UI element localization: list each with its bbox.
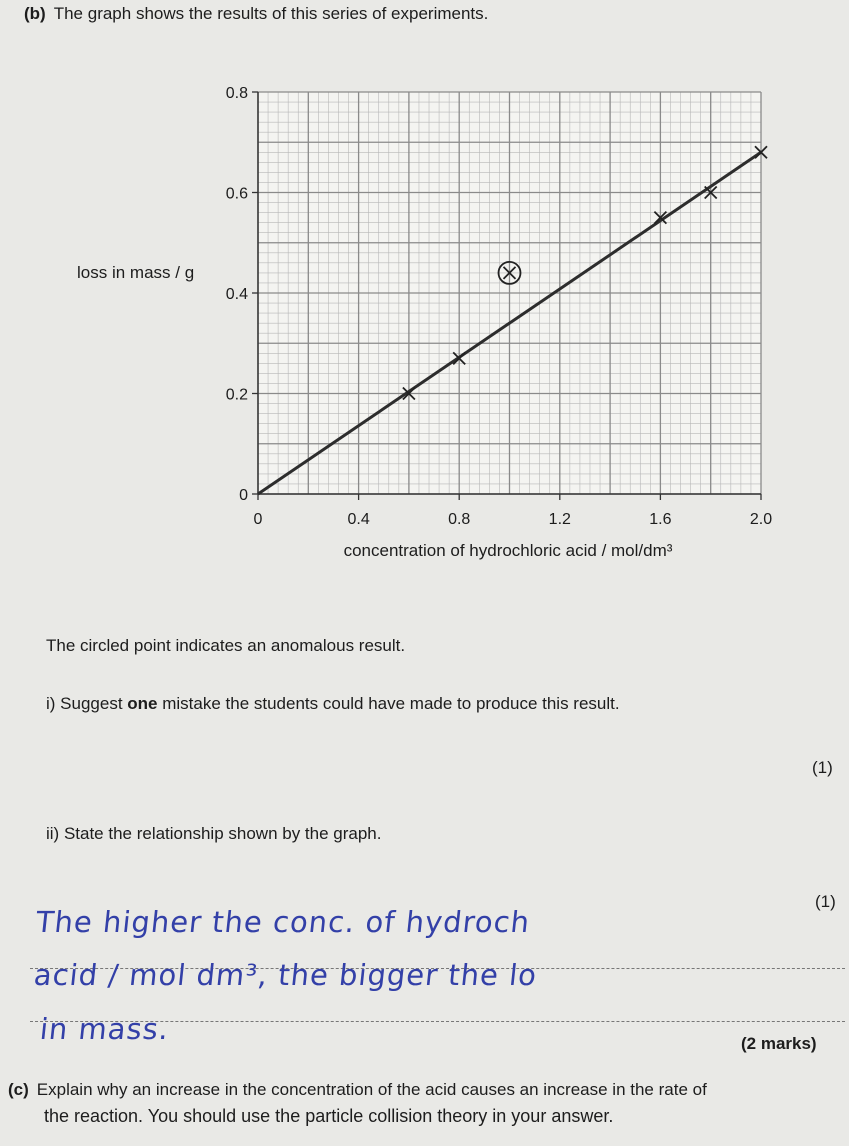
question-i-suffix: mistake the students could have made to produce this result.: [157, 694, 620, 713]
question-i-prefix: i) Suggest: [46, 694, 128, 713]
part-c-label: (c): [8, 1080, 29, 1099]
question-ii-marks: (1): [815, 892, 836, 911]
y-tick-label: 0.8: [225, 85, 248, 102]
x-tick-label: 1.2: [548, 511, 571, 528]
question-i-emphasis: one: [127, 694, 158, 713]
x-tick-label: 0: [253, 511, 263, 528]
y-tick-label: 0.2: [225, 386, 248, 404]
y-axis-label: loss in mass / g: [77, 263, 195, 282]
part-b-label: (b): [24, 4, 46, 23]
x-tick-label: 0.4: [347, 511, 370, 528]
x-tick-label: 1.6: [649, 511, 672, 528]
handwritten-answer-line-1: The higher the conc. of hydroch: [34, 905, 532, 939]
part-b-intro: The graph shows the results of this series of experiments.: [53, 4, 489, 23]
part-c-text-1: Explain why an increase in the concentration of the acid causes an increase in the rate of: [36, 1080, 707, 1099]
total-marks: (2 marks): [741, 1034, 817, 1053]
handwritten-answer-line-2: acid / mol dm³, the bigger the lo: [32, 958, 539, 992]
y-tick-label: 0.4: [225, 286, 248, 303]
question-i-text: [46, 694, 620, 714]
question-i-marks: (1): [812, 758, 833, 777]
anomaly-statement: The circled point indicates an anomalous result.: [46, 636, 406, 655]
y-tick-label: 0.6: [225, 185, 248, 203]
part-c-line-1: [8, 1080, 707, 1100]
question-ii-text: ii) State the relationship shown by the graph.: [46, 824, 382, 843]
x-tick-label: 2.0: [749, 511, 773, 528]
y-tick-label: 0: [239, 487, 248, 504]
part-c-line-2: the reaction. You should use the particle collision theory in your answer.: [44, 1106, 614, 1126]
x-axis-label: concentration of hydrochloric acid / mol/dm³: [343, 541, 673, 560]
handwritten-answer-line-3: in mass.: [38, 1012, 171, 1046]
x-tick-label: 0.8: [448, 511, 471, 528]
